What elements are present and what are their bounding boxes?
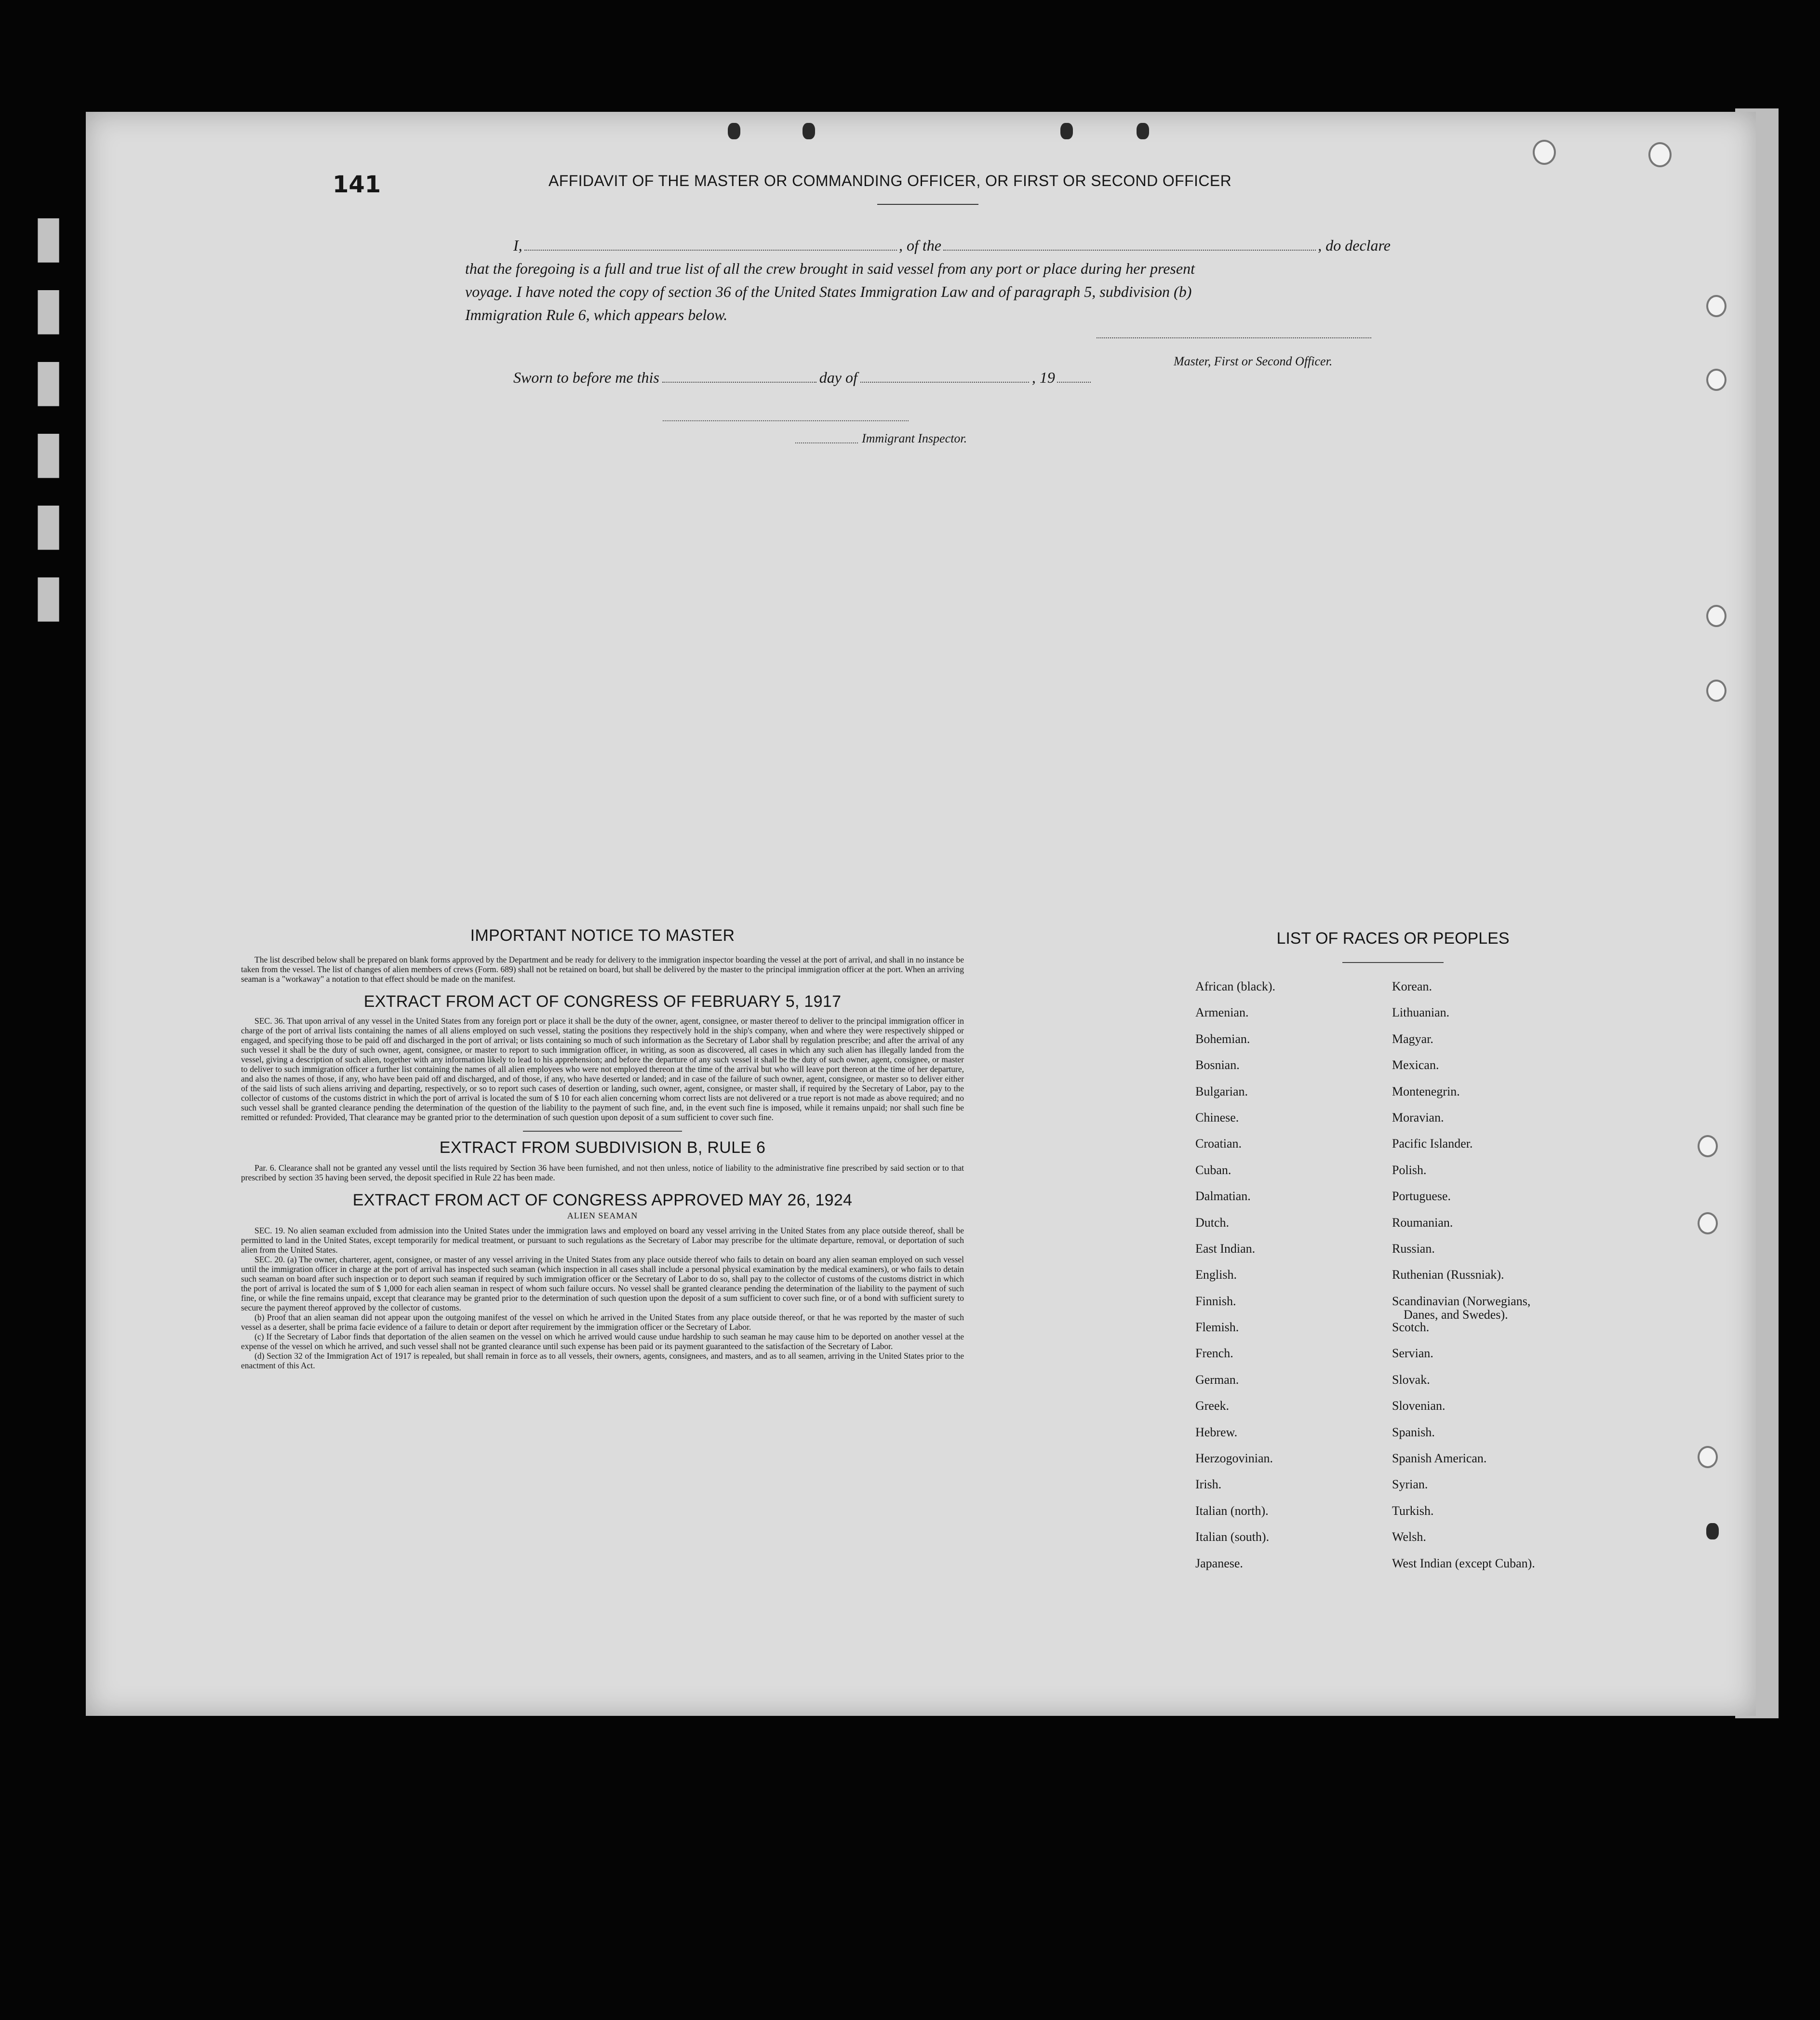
race-item: East Indian. xyxy=(1195,1241,1256,1256)
title-rule xyxy=(877,204,978,205)
race-item: Bohemian. xyxy=(1195,1031,1250,1046)
extract-1924-sec20d: (d) Section 32 of the Immigration Act of 1917 is repealed, but shall remain in force as to all vessels, their owners, agents, consignees, and masters, and as to all seamen, arriving in the United States prior to the enactment of this Act. xyxy=(241,1351,964,1370)
binding-rivet xyxy=(1706,1523,1719,1539)
punch-hole xyxy=(1533,140,1556,165)
punch-hole xyxy=(1698,1446,1718,1468)
affidavit-body xyxy=(465,234,1391,326)
race-item: Hebrew. xyxy=(1195,1425,1238,1439)
punch-hole xyxy=(1706,680,1726,702)
race-item: African (black). xyxy=(1195,979,1276,993)
race-item: Armenian. xyxy=(1195,1005,1249,1020)
race-item: Pacific Islander. xyxy=(1392,1137,1473,1151)
race-item: Bosnian. xyxy=(1195,1058,1240,1072)
extract-1924-subtitle: ALIEN SEAMAN xyxy=(567,1211,638,1220)
vessel-blank[interactable] xyxy=(943,235,1316,251)
race-item: Servian. xyxy=(1392,1346,1433,1361)
race-item: Mexican. xyxy=(1392,1058,1439,1072)
sworn-day-blank[interactable] xyxy=(662,382,816,383)
race-item: Japanese. xyxy=(1195,1556,1243,1570)
race-item: Bulgarian. xyxy=(1195,1084,1248,1098)
extract-rule6-title: EXTRACT FROM SUBDIVISION B, RULE 6 xyxy=(439,1138,766,1157)
race-item: English. xyxy=(1195,1268,1237,1282)
race-item: Scotch. xyxy=(1392,1320,1430,1335)
affidavit-line-3: voyage. I have noted the copy of section 36 of the United States Immigration Law and of paragraph 5, subdivision (b) xyxy=(465,283,1192,300)
race-item: Cuban. xyxy=(1195,1163,1231,1177)
race-item: German. xyxy=(1195,1372,1239,1387)
bleed-through-margin-text: ▮▮▮▮▮▮ xyxy=(15,202,82,633)
page-number: 141 xyxy=(333,171,381,198)
inspector-label: Immigrant Inspector. xyxy=(862,431,967,445)
race-item: Russian. xyxy=(1392,1241,1435,1256)
punch-hole xyxy=(1698,1212,1718,1234)
races-title-rule xyxy=(1342,962,1444,963)
extract-1917-body: SEC. 36. That upon arrival of any vessel in the United States from any foreign port or place it shall be the duty of the owner, agent, consignee, or master thereof to deliver to the principal immigration officer in charge of the port of arrival lists containing the names of all aliens employed on such vessel, stating the positions they respectively hold in the ship's company, when and where they were respectively shipped or engaged, and specifying those to be paid off and discharged in the port of arrival; or lists containing so much of such information as the Secretary of Labor shall by regulation prescribe; and after the arrival of any such vessel it shall be the duty of such owner, agent, consignee, or master to report to such immigration officer, in writing, as soon as discovered, all cases in which any such alien has illegally landed from the vessel, giving a description of such alien, together with any information likely to lead to his apprehension; and before the departure of any such vessel it shall be the duty of such owner, agent, consignee, or master to deliver to such immigration officer a further list containing the names of all alien employees who were not employed thereon at the time of the arrival but who will leave port thereon at the time of her departure, and also the names of those, if any, who have been paid off and discharged, and of those, if any, who have deserted or landed; and in case of the failure of such owner, agent, consignee, or master so to deliver either of the said lists of such aliens arriving and departing, respectively, or so to report such cases of desertion or landing, such owner, agent, consignee, or master shall, if required by the Secretary of Labor, pay to the collector of customs of the customs district in which the port of arrival is located the sum of $ 10 for each alien concerning whom correct lists are not delivered or a true report is not made as above required; and no such vessel shall be granted clearance pending the determination of the question of the liability to the payment of such fine, and, in the event such fine is imposed, while it remains unpaid; nor shall such fine be remitted or refunded: Provided, That clearance may be granted prior to the determination of such question upon deposit of a sum sufficient to cover such fine. xyxy=(241,1016,964,1122)
race-item: Polish. xyxy=(1392,1163,1427,1177)
race-item: Lithuanian. xyxy=(1392,1005,1450,1020)
race-item: French. xyxy=(1195,1346,1233,1361)
affidavit-line-declare xyxy=(465,234,1391,257)
affidavit-line-2: that the foregoing is a full and true list of all the crew brought in said vessel from any port or place during her present xyxy=(465,260,1195,277)
race-item: Montenegrin. xyxy=(1392,1084,1460,1098)
race-item-scandinavian xyxy=(1392,1293,1594,1322)
sworn-statement xyxy=(513,369,1091,387)
extract-1924-sec20c: (c) If the Secretary of Labor finds that deportation of the alien seamen on the vessel on which he arrived would cause undue hardship to such seaman he may cause him to be deported on another vessel at the expense of the vessel on which he arrived, and such vessel shall not be granted clearance until such expense has been paid or its payment guaranteed to the satisfaction of the Secretary of Labor. xyxy=(241,1332,964,1351)
affidavit-of-the: , of the xyxy=(898,237,941,254)
inspector-signature-line[interactable] xyxy=(663,420,909,421)
sworn-month-blank[interactable] xyxy=(860,382,1029,383)
master-signature-label: Master, First or Second Officer. xyxy=(1174,354,1333,368)
punch-hole xyxy=(1698,1135,1718,1157)
race-item: Finnish. xyxy=(1195,1294,1236,1308)
affidavit-title: AFFIDAVIT OF THE MASTER OR COMMANDING OFFICER, OR FIRST OR SECOND OFFICER xyxy=(549,172,1232,189)
race-item: Dalmatian. xyxy=(1195,1189,1251,1204)
races-right-column xyxy=(1392,978,1594,1581)
binding-rivet xyxy=(728,123,740,139)
race-item: Herzogovinian. xyxy=(1195,1451,1273,1466)
race-item: Syrian. xyxy=(1392,1477,1428,1492)
name-blank[interactable] xyxy=(524,235,897,251)
race-item: Greek. xyxy=(1195,1399,1230,1413)
extract-1924-sec20a: SEC. 20. (a) The owner, charterer, agent, consignee, or master of any vessel arriving in the United States from any place outside thereof who fails to detain on board any alien seaman employed on such vessel until the immigration officer in charge at the port of arrival has inspected such seaman (which inspection in all cases shall include a personal physical examination by the medical examiners), or who fails to detain such seaman on board after such inspection or to deport such seaman if required by such immigration officer or the Secretary of Labor to do so, shall pay to the collector of customs of the customs district in which the port of arrival is located the sum of $ 1,000 for each alien seaman in respect of whom such failure occurs. No vessel shall be granted clearance pending the determination of the liability to the payment of such fine, or while the fine remains unpaid, except that clearance may be granted prior to the determination of such question upon the deposit of a sum sufficient to cover such fine, or of a bond with sufficient surety to secure the payment thereof approved by the collector of customs. xyxy=(241,1255,964,1312)
race-item-continuation: Danes, and Swedes). xyxy=(1404,1307,1508,1322)
race-item: Italian (north). xyxy=(1195,1503,1269,1518)
race-item: Turkish. xyxy=(1392,1503,1434,1518)
punch-hole xyxy=(1706,605,1726,627)
races-title: LIST OF RACES OR PEOPLES xyxy=(1276,929,1510,948)
race-item: Slovak. xyxy=(1392,1372,1430,1387)
binding-rivet xyxy=(1060,123,1073,139)
extract-1924-sec19: SEC. 19. No alien seaman excluded from admission into the United States under the immigration laws and employed on board any vessel arriving in the United States from any place outside thereof, shall be permitted to land in the United States, except temporarily for medical treatment, or pursuant to such regulations as the Secretary of Labor may prescribe for the ultimate departure, removal, or deportation of such alien from the United States. xyxy=(241,1226,964,1255)
notice-column xyxy=(241,926,964,1370)
extract-1924-title: EXTRACT FROM ACT OF CONGRESS APPROVED MAY 26, 1924 xyxy=(352,1191,853,1209)
race-item: Irish. xyxy=(1195,1477,1222,1492)
notice-body: The list described below shall be prepared on blank forms approved by the Department and be ready for delivery to the immigration inspector boarding the vessel at the port of arrival, and shall in no instance be taken from the vessel. The list of changes of alien members of crews (Form. 689) shall not be retained on board, but shall be delivered by the master to the principal immigration officer at the port. When an arriving seaman is a "workaway" a notation to that effect should be made on the manifest. xyxy=(241,955,964,984)
race-item: Spanish. xyxy=(1392,1425,1435,1439)
race-item: Magyar. xyxy=(1392,1031,1433,1046)
race-item: Moravian. xyxy=(1392,1110,1444,1124)
race-item-label: Scandinavian (Norwegians, xyxy=(1392,1294,1531,1308)
punch-hole xyxy=(1648,142,1672,167)
master-signature-line[interactable] xyxy=(1097,337,1371,338)
race-item: West Indian (except Cuban). xyxy=(1392,1556,1535,1570)
notice-title: IMPORTANT NOTICE TO MASTER xyxy=(470,926,735,945)
affidavit-i: I, xyxy=(513,237,522,254)
race-item: Portuguese. xyxy=(1392,1189,1451,1204)
sworn-year-blank[interactable] xyxy=(1057,382,1091,383)
race-item: Roumanian. xyxy=(1392,1215,1453,1230)
race-item: Ruthenian (Russniak). xyxy=(1392,1268,1504,1282)
sworn-day-of: day of xyxy=(819,369,857,386)
race-item: Croatian. xyxy=(1195,1137,1242,1151)
punch-hole xyxy=(1706,295,1726,317)
section-divider xyxy=(523,1131,682,1132)
race-item: Italian (south). xyxy=(1195,1530,1270,1544)
affidavit-line-4: Immigration Rule 6, which appears below. xyxy=(465,306,728,323)
race-item: Welsh. xyxy=(1392,1530,1426,1544)
sworn-prefix: Sworn to before me this xyxy=(513,369,659,386)
race-item: Korean. xyxy=(1392,979,1432,993)
inspector-signature-lead xyxy=(795,442,858,443)
binding-rivet xyxy=(803,123,815,139)
extract-1917-title: EXTRACT FROM ACT OF CONGRESS OF FEBRUARY 5, 1917 xyxy=(363,992,842,1011)
races-left-column xyxy=(1195,978,1398,1581)
extract-1924-sec20b: (b) Proof that an alien seaman did not appear upon the outgoing manifest of the vessel on which he arrived in the United States from any place outside thereof, or that he was reported by the master of such vessel as a deserter, shall be prima facie evidence of a failure to detain or deport after requirement by the immigration officer or the Secretary of Labor. xyxy=(241,1312,964,1332)
sworn-year: , 19 xyxy=(1031,369,1055,386)
affidavit-do-declare: , do declare xyxy=(1318,237,1391,254)
binding-rivet xyxy=(1137,123,1149,139)
race-item: Flemish. xyxy=(1195,1320,1239,1335)
punch-hole xyxy=(1706,369,1726,391)
race-item: Slovenian. xyxy=(1392,1399,1445,1413)
race-item: Dutch. xyxy=(1195,1215,1230,1230)
race-item: Chinese. xyxy=(1195,1110,1239,1124)
race-item: Spanish American. xyxy=(1392,1451,1487,1466)
extract-rule6-body: Par. 6. Clearance shall not be granted any vessel until the lists required by Section 36 have been furnished, and not then unless, notice of liability to the administrative fine prescribed by said section or to that prescribed by section 35 having been served, the deposit specified in Rule 22 has been made. xyxy=(241,1163,964,1182)
